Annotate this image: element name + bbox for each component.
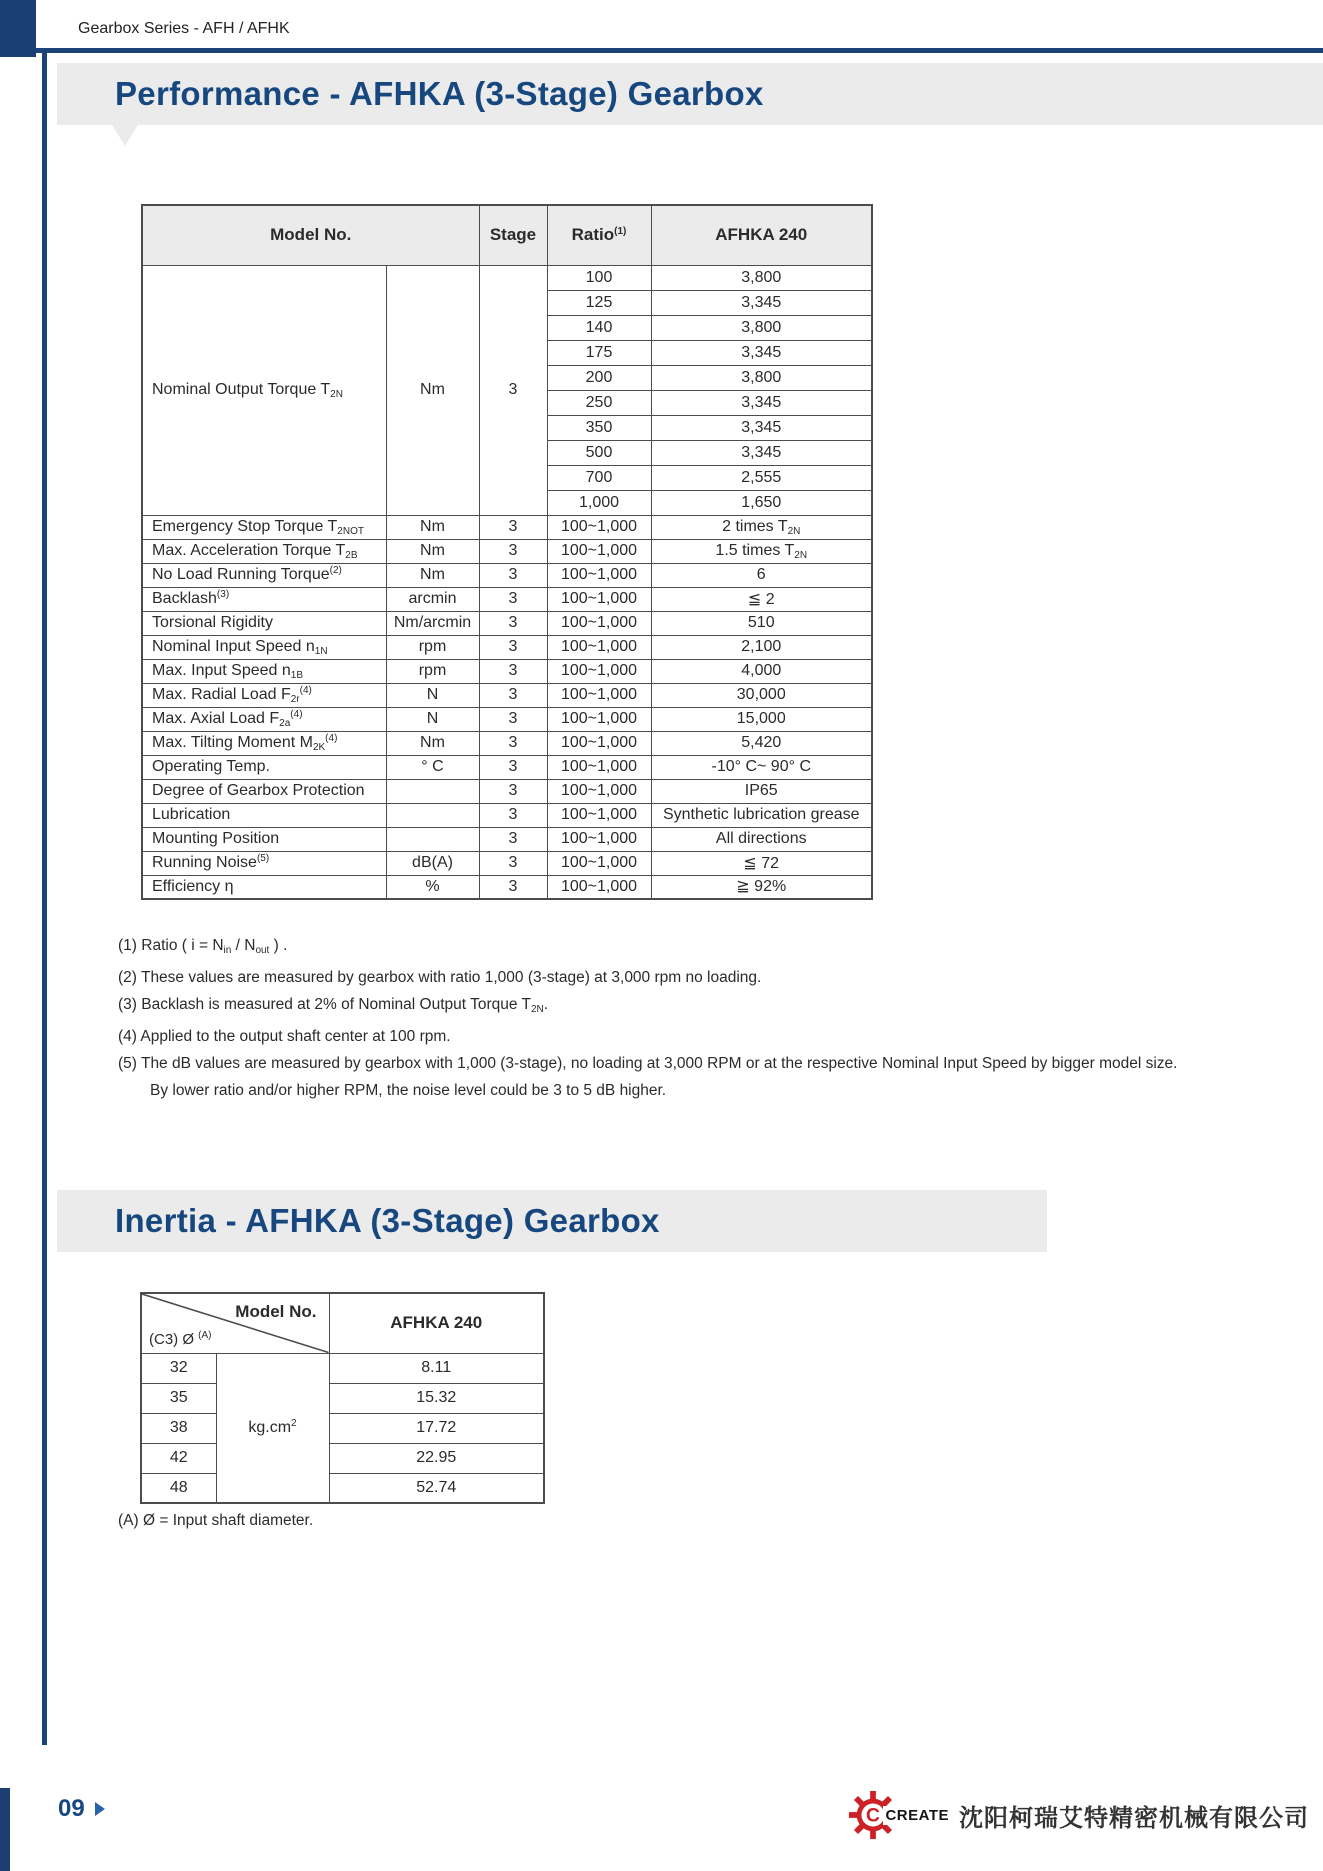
col-header-stage: Stage	[479, 205, 547, 265]
performance-table	[141, 204, 873, 900]
company-logo-block	[848, 1790, 1309, 1840]
spec-label-cell: Running Noise$^{(5)}$	[142, 851, 386, 875]
ratio-range-cell: 100~1,000	[547, 515, 651, 539]
spec-row	[142, 755, 872, 779]
stage-cell: 3	[479, 707, 547, 731]
stage-cell: 3	[479, 731, 547, 755]
header-row	[142, 205, 872, 265]
spec-row	[142, 587, 872, 611]
value-cell: 6	[651, 563, 872, 587]
ratio-range-cell: 100~1,000	[547, 827, 651, 851]
spec-label-cell: No Load Running Torque$^{(2)}$	[142, 563, 386, 587]
value-cell: 3,345	[651, 390, 872, 415]
ratio-range-cell: 100~1,000	[547, 731, 651, 755]
ratio-range-cell: 100~1,000	[547, 635, 651, 659]
header-rule	[36, 48, 1323, 53]
torque-row	[142, 265, 872, 290]
spec-label-cell: Max. Radial Load $F2r^{(4)}$	[142, 683, 386, 707]
footnote-3: (3) Backlash is measured at 2% of Nominal Output Torque T2N.	[118, 996, 549, 1015]
footer-accent-strip	[0, 1788, 10, 1871]
ratio-range-cell: 100~1,000	[547, 803, 651, 827]
spec-row	[142, 635, 872, 659]
stage-cell: 3	[479, 779, 547, 803]
value-cell: Synthetic lubrication grease	[651, 803, 872, 827]
stage-cell: 3	[479, 683, 547, 707]
spec-label-cell: Max. Acceleration Torque T2B	[142, 539, 386, 563]
value-cell: 510	[651, 611, 872, 635]
unit-cell: rpm	[386, 659, 479, 683]
spec-label-cell: Operating Temp.	[142, 755, 386, 779]
spec-label-cell: Degree of Gearbox Protection	[142, 779, 386, 803]
unit-cell: Nm	[386, 515, 479, 539]
spec-row	[142, 851, 872, 875]
spec-row	[142, 683, 872, 707]
spec-row	[142, 539, 872, 563]
spec-row	[142, 731, 872, 755]
corner-header-cell	[141, 1293, 329, 1353]
value-cell: 5,420	[651, 731, 872, 755]
spec-row	[142, 659, 872, 683]
ratio-cell: 175	[547, 340, 651, 365]
stage-cell: 3	[479, 635, 547, 659]
value-cell: All directions	[651, 827, 872, 851]
ratio-cell: 200	[547, 365, 651, 390]
spec-row	[142, 875, 872, 899]
unit-cell: dB(A)	[386, 851, 479, 875]
ratio-range-cell: 100~1,000	[547, 587, 651, 611]
ratio-range-cell: 100~1,000	[547, 779, 651, 803]
inertia-row	[141, 1353, 544, 1383]
torque-stage-cell: 3	[479, 265, 547, 515]
spec-row	[142, 515, 872, 539]
ratio-range-cell: 100~1,000	[547, 563, 651, 587]
diameter-cell: 42	[141, 1443, 216, 1473]
stage-cell: 3	[479, 827, 547, 851]
unit-cell	[386, 803, 479, 827]
spec-label-cell: Backlash$^{(3)}$	[142, 587, 386, 611]
stage-cell: 3	[479, 755, 547, 779]
inertia-unit-cell: $kg.cm^2$	[216, 1353, 329, 1503]
value-cell: ≦ 2	[651, 587, 872, 611]
spec-label-cell: Lubrication	[142, 803, 386, 827]
ratio-range-cell: 100~1,000	[547, 707, 651, 731]
unit-cell: %	[386, 875, 479, 899]
stage-cell: 3	[479, 611, 547, 635]
page-number	[58, 1795, 105, 1823]
unit-cell: N	[386, 707, 479, 731]
inertia-header-row	[141, 1293, 544, 1353]
spec-label-cell: Max. Axial Load $F2a^{(4)}$	[142, 707, 386, 731]
diameter-cell: 32	[141, 1353, 216, 1383]
col-header-afhka240: AFHKA 240	[651, 205, 872, 265]
footnote-1: (1) Ratio ( i = Nin / Nout ) .	[118, 937, 288, 956]
ratio-cell: 100	[547, 265, 651, 290]
stage-cell: 3	[479, 851, 547, 875]
ratio-range-cell: 100~1,000	[547, 611, 651, 635]
spec-label-cell: Efficiency η	[142, 875, 386, 899]
spec-row	[142, 803, 872, 827]
ratio-cell: 700	[547, 465, 651, 490]
spec-row	[142, 779, 872, 803]
value-cell: 4,000	[651, 659, 872, 683]
inertia-row	[141, 1413, 544, 1443]
ratio-range-cell: 100~1,000	[547, 875, 651, 899]
value-cell: 1,650	[651, 490, 872, 515]
stage-cell: 3	[479, 515, 547, 539]
spec-row	[142, 563, 872, 587]
spec-label-cell: Torsional Rigidity	[142, 611, 386, 635]
spec-row	[142, 827, 872, 851]
col-header-ratio: Ratio$^{(1)}$	[547, 205, 651, 265]
value-cell: 2,555	[651, 465, 872, 490]
value-cell: 30,000	[651, 683, 872, 707]
stage-cell: 3	[479, 563, 547, 587]
ratio-cell: 1,000	[547, 490, 651, 515]
unit-cell: Nm	[386, 563, 479, 587]
ratio-cell: 250	[547, 390, 651, 415]
col-header-model-no: Model No.	[142, 205, 479, 265]
unit-cell: Nm/arcmin	[386, 611, 479, 635]
value-cell: 2,100	[651, 635, 872, 659]
value-cell: -10° C~ 90° C	[651, 755, 872, 779]
value-cell: ≦ 72	[651, 851, 872, 875]
value-cell: 3,345	[651, 440, 872, 465]
unit-cell: arcmin	[386, 587, 479, 611]
svg-text:C: C	[866, 1805, 881, 1827]
footnote-5: (5) The dB values are measured by gearbox with 1,000 (3-stage), no loading at 3,000 RPM or at the respective Nominal Input Speed by bigger model size.	[118, 1055, 1178, 1072]
value-cell: 3,800	[651, 265, 872, 290]
page-number-text: 09	[58, 1795, 85, 1822]
series-label: Gearbox Series - AFH / AFHK	[78, 20, 290, 37]
ratio-range-cell: 100~1,000	[547, 539, 651, 563]
spec-row	[142, 611, 872, 635]
ratio-cell: 140	[547, 315, 651, 340]
diameter-cell: 38	[141, 1413, 216, 1443]
value-cell: 3,345	[651, 415, 872, 440]
spec-label-cell: Max. Tilting Moment $M2K^{(4)}$	[142, 731, 386, 755]
unit-cell	[386, 827, 479, 851]
stage-cell: 3	[479, 803, 547, 827]
performance-footnotes	[118, 932, 1177, 1104]
footnote-4: (4) Applied to the output shaft center at 100 rpm.	[118, 1028, 451, 1045]
title-band-tail	[112, 125, 138, 146]
unit-cell: ° C	[386, 755, 479, 779]
inertia-value-cell: 15.32	[329, 1383, 544, 1413]
value-cell: 3,800	[651, 315, 872, 340]
value-cell: 3,345	[651, 340, 872, 365]
spec-label-cell: Nominal Input Speed n1N	[142, 635, 386, 659]
inertia-row	[141, 1443, 544, 1473]
torque-unit-cell: Nm	[386, 265, 479, 515]
spec-label-cell: Max. Input Speed n1B	[142, 659, 386, 683]
corner-accent-square	[0, 0, 36, 57]
company-name: 沈阳柯瑞艾特精密机械有限公司	[959, 1804, 1309, 1832]
value-cell: 3,345	[651, 290, 872, 315]
footnote-5-cont: By lower ratio and/or higher RPM, the noise level could be 3 to 5 dB higher.	[150, 1082, 667, 1099]
inertia-title: Inertia - AFHKA (3-Stage) Gearbox	[115, 1202, 660, 1239]
value-cell: 15,000	[651, 707, 872, 731]
inertia-value-cell: 8.11	[329, 1353, 544, 1383]
ratio-range-cell: 100~1,000	[547, 755, 651, 779]
ratio-cell: 500	[547, 440, 651, 465]
stage-cell: 3	[479, 659, 547, 683]
inertia-table	[140, 1292, 545, 1504]
stage-cell: 3	[479, 875, 547, 899]
ratio-cell: 125	[547, 290, 651, 315]
unit-cell: rpm	[386, 635, 479, 659]
footnote-2: (2) These values are measured by gearbox with ratio 1,000 (3-stage) at 3,000 rpm no loading.	[118, 969, 762, 986]
spec-label-cell: Emergency Stop Torque T2NOT	[142, 515, 386, 539]
ratio-range-cell: 100~1,000	[547, 851, 651, 875]
inertia-value-cell: 22.95	[329, 1443, 544, 1473]
torque-label-cell: Nominal Output Torque T2N	[142, 265, 386, 515]
value-cell: 3,800	[651, 365, 872, 390]
diameter-cell: 48	[141, 1473, 216, 1503]
spec-label-cell: Mounting Position	[142, 827, 386, 851]
stage-cell: 3	[479, 539, 547, 563]
ratio-cell: 350	[547, 415, 651, 440]
ratio-range-cell: 100~1,000	[547, 683, 651, 707]
inertia-value-cell: 52.74	[329, 1473, 544, 1503]
unit-cell: N	[386, 683, 479, 707]
corner-diameter-label: (C3) Ø $^{(A)}$	[149, 1329, 212, 1348]
unit-cell	[386, 779, 479, 803]
performance-title-band	[57, 63, 1323, 125]
create-logo-text: CREATE	[885, 1806, 949, 1824]
inertia-row	[141, 1473, 544, 1503]
inertia-title-band	[57, 1190, 1047, 1252]
performance-title: Performance - AFHKA (3-Stage) Gearbox	[115, 75, 764, 112]
left-vertical-rule	[42, 53, 47, 1745]
value-cell: IP65	[651, 779, 872, 803]
spec-row	[142, 707, 872, 731]
corner-model-no-label: Model No.	[235, 1302, 317, 1321]
diameter-cell: 35	[141, 1383, 216, 1413]
stage-cell: 3	[479, 587, 547, 611]
value-cell: ≧ 92%	[651, 875, 872, 899]
inertia-col-afhka240: AFHKA 240	[329, 1293, 544, 1353]
arrow-right-icon	[95, 1802, 105, 1816]
inertia-footnote: (A) Ø = Input shaft diameter.	[118, 1512, 314, 1529]
ratio-range-cell: 100~1,000	[547, 659, 651, 683]
inertia-row	[141, 1383, 544, 1413]
value-cell: 2 times T2N	[651, 515, 872, 539]
unit-cell: Nm	[386, 539, 479, 563]
value-cell: 1.5 times T2N	[651, 539, 872, 563]
unit-cell: Nm	[386, 731, 479, 755]
inertia-value-cell: 17.72	[329, 1413, 544, 1443]
